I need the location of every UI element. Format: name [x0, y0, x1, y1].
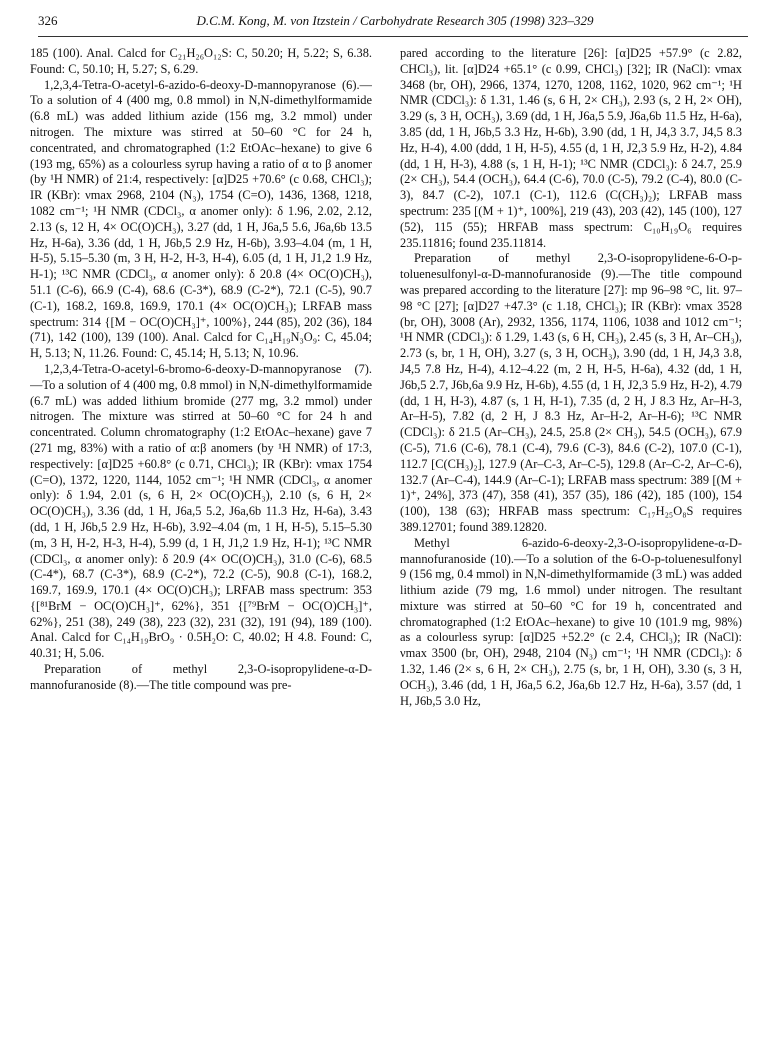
paragraph: Methyl 6-azido-6-deoxy-2,3-O-isopropylidene-α-D-mannofuranoside (10).—To a solution of the 6-O-p-toluenesulfonyl 9 (156 mg, 0.4 mmol) in N,N-dimethylformamide (3 mL) was added lithium azide (79 mg, 1.6 mmol) under nitrogen. The resultant mixture was stirred at 50–60 °C for 19 h, concentrated and chromatographed (1:2 EtOAc–hexane) to give 10 (101.9 mg, 98%) as a colourless syrup: [α]D25 +52.2° (c 2.4, CHCl₃); IR (NaCl): νmax 3500 (br, OH), 2948, 2104 (N₃) cm⁻¹; ¹H NMR (CDCl₃): δ 1.32, 1.46 (2× s, 6 H, 2× CH₃), 2.75 (s, br, 1 H, OH), 3.30 (s, 3 H, OCH₃), 3.46 (dd, 1 H, J6a,5 6.2, J6a,6b 12.7 Hz, H-6a), 3.57 (dd, 1 H, J6b,5 3.0 Hz,: [400, 535, 742, 708]
paragraph: pared according to the literature [26]: [α]D25 +57.9° (c 2.82, CHCl₃), lit. [α]D24 +65.1° (c 0.99, CHCl₃) [32]; IR (NaCl): νmax 3468 (br, OH), 2966, 1374, 1270, 1208, 1162, 1020, 962 cm⁻¹; ¹H NMR (CDCl₃): δ 1.31, 1.46 (s, 6 H, 2× CH₃), 2.93 (s, 2 H, 2× OH), 3.29 (s, 3 H, OCH₃), 3.69 (dd, 1 H, J6a,5 5.9, J6a,6b 11.5 Hz, H-6a), 3.85 (dd, 1 H, J6b,5 3.3 Hz, H-6b), 3.90 (dd, 1 H, J4,3 3.7, J4,5 8.3 Hz, H-4), 4.00 (ddd, 1 H, H-5), 4.55 (d, 1 H, J2,3 5.9 Hz, H-2), 4.84 (dd, 1 H, H-3), 4.88 (s, 1 H, H-1); ¹³C NMR (CDCl₃): δ 24.7, 25.9 (2× CH₃), 54.4 (OCH₃), 64.4 (C-6), 70.0 (C-5), 79.2 (C-4), 80.0 (C-3), 84.7 (C-2), 107.1 (C-1), 112.6 (C(CH₃)₂); LRFAB mass spectrum: 235 [(M + 1)⁺, 100%], 219 (43), 203 (42), 145 (100), 127 (52), 115 (55); HRFAB mass spectrum: C₁₀H₁₉O₆ requires 235.11816; found 235.11814.: [400, 46, 742, 250]
paragraph: 185 (100). Anal. Calcd for C₂₁H₂₆O₁₂S: C, 50.20; H, 5.22; S, 6.38. Found: C, 50.10; H, 5.27; S, 6.29.: [30, 46, 372, 76]
page-number: 326: [38, 13, 58, 28]
paragraph: Preparation of methyl 2,3-O-isopropylidene-α-D-mannofuranoside (8).—The title compound was pre-: [30, 662, 372, 692]
running-title: D.C.M. Kong, M. von Itzstein / Carbohydrate Research 305 (1998) 323–329: [196, 13, 594, 28]
header-rule: [38, 36, 748, 37]
left-column: [30, 46, 372, 1046]
paragraph: Preparation of methyl 2,3-O-isopropylidene-6-O-p-toluenesulfonyl-α-D-mannofuranoside (9).—The title compound was prepared according to the literature [27]: mp 96–98 °C, lit. 97–98 °C [27]; [α]D27 +47.3° (c 1.18, CHCl₃); IR (KBr): νmax 3528 (br, OH), 3008 (Ar), 2932, 1356, 1174, 1106, 1038 and 1012 cm⁻¹; ¹H NMR (CDCl₃): δ 1.29, 1.43 (s, 6 H, CH₃), 2.45 (s, 3 H, Ar–CH₃), 2.73 (s, br, 1 H, OH), 3.27 (s, 3 H, OCH₃), 3.90 (dd, 1 H, J4,3 3.8, J4,5 7.8 Hz, H-4), 4.12–4.22 (m, 2 H, H-5, H-6a), 4.32 (dd, 1 H, J6b,5 2.7, J6b,6a 9.9 Hz, H-6b), 4.55 (d, 1 H, J2,3 5.9 Hz, H-2), 4.79 (dd, 1 H, H-3), 4.87 (s, 1 H, H-1), 7.35 (d, 2 H, J 8.3 Hz, Ar–H-3, Ar–H-5), 7.82 (d, 2 H, J 8.3 Hz, Ar–H-2, Ar–H-6); ¹³C NMR (CDCl₃): δ 21.5 (Ar–CH₃), 24.5, 25.8 (2× CH₃), 54.5 (OCH₃), 67.9 (C-5), 71.6 (C-6), 78.1 (C-4), 79.6 (C-3), 84.6 (C-2), 107.0 (C-1), 112.7 [C(CH₃)₂], 127.9 (Ar–C-3, Ar–C-5), 129.8 (Ar–C-2, Ar–C-6), 132.7 (Ar–C-4), 144.9 (Ar–C-1); LRFAB mass spectrum: 389 [(M + 1)⁺, 24%], 373 (47), 358 (41), 357 (35), 186 (42), 185 (100), 154 (100), 138 (63); HRFAB mass spectrum: C₁₇H₂₅O₈S requires 389.12701; found 389.12820.: [400, 251, 742, 534]
paragraph: 1,2,3,4-Tetra-O-acetyl-6-bromo-6-deoxy-D-mannopyranose (7).—To a solution of 4 (400 mg, 0.8 mmol) in N,N-dimethylformamide (6.7 mL) was added lithium bromide (277 mg, 3.2 mmol) under nitrogen. The mixture was stirred at 50–60 °C for 24 h and concentrated. Column chromatography (1:2 EtOAc–hexane) gave 7 (271 mg, 83%) with a ratio of α:β anomers (by ¹H NMR) of 17:3, respectively: [α]D25 +60.8° (c 0.71, CHCl₃); IR (KBr): νmax 1754 (C=O), 1372, 1220, 1144, 1052 cm⁻¹; ¹H NMR (CDCl₃, α anomer only): δ 1.94, 2.01 (s, 6 H, 2× OC(O)CH₃), 2.10 (s, 6 H, 2× OC(O)CH₃), 3.36 (dd, 1 H, J6a,5 5.2, J6a,6b 11.3 Hz, H-6a), 3.43 (dd, 1 H, J6b,5 2.9 Hz, H-6b), 3.92–4.04 (m, 1 H, H-5), 5.15–5.30 (m, 3 H, H-2, H-3, H-4), 5.99 (d, 1 H, J1,2 1.9 Hz, H-1); ¹³C NMR (CDCl₃, α anomer only): δ 20.9 (4× OC(O)CH₃), 31.0 (C-6), 68.5 (C-4*), 68.7 (C-3*), 68.9 (C-2*), 72.2 (C-5), 90.8 (C-1), 168.2, 169.7, 169.9, 170.1 (4× OC(O)CH₃); LRFAB mass spectrum: 353 {[⁸¹BrM − OC(O)CH₃]⁺, 62%}, 351 {[⁷⁹BrM − OC(O)CH₃]⁺, 62%}, 251 (38), 249 (38), 223 (32), 231 (32), 191 (94), 189 (100). Anal. Calcd for C₁₄H₁₉BrO₉ · 0.5H₂O: C, 40.02; H 4.8. Found: C, 40.31; H, 5.06.: [30, 361, 372, 661]
right-column: [400, 46, 742, 1046]
page-header: [38, 10, 752, 32]
paragraph: 1,2,3,4-Tetra-O-acetyl-6-azido-6-deoxy-D-mannopyranose (6).—To a solution of 4 (400 mg, 0.8 mmol) in N,N-dimethylformamide (6.8 mL) was added lithium azide (156 mg, 3.2 mmol) under nitrogen. The mixture was stirred at 50–60 °C for 24 h, concentrated, and chromatographed (1:2 EtOAc–hexane) to give 6 (193 mg, 65%) as a colourless syrup having a ratio of α to β anomer (by ¹H NMR) of 21:4, respectively: [α]D25 +70.6° (c 0.68, CHCl₃); IR (KBr): νmax 2968, 2104 (N₃), 1754 (C=O), 1436, 1368, 1218, 1082 cm⁻¹; ¹H NMR (CDCl₃, α anomer only): δ 1.96, 2.02, 2.12, 2.13 (s, 12 H, 4× OC(O)CH₃), 3.27 (dd, 1 H, J6a,5 5.6, J6a,6b 13.5 Hz, H-6a), 3.36 (dd, 1 H, J6b,5 2.9 Hz, H-6b), 3.93–4.04 (m, 1 H, H-5), 5.15–5.30 (m, 3 H, H-2, H-3, H-4), 6.05 (d, 1 H, J1,2 1.9 Hz, H-1); ¹³C NMR (CDCl₃, α anomer only): δ 20.8 (4× OC(O)CH₃), 51.1 (C-6), 66.9 (C-4), 68.6 (C-3*), 68.9 (C-2*), 72.1 (C-5), 90.7 (C-1), 168.2, 169.8, 169.9, 170.1 (4× OC(O)CH₃); LRFAB mass spectrum: 314 {[M − OC(O)CH₃]⁺, 100%}, 244 (85), 202 (36), 184 (71), 142 (100), 139 (100). Anal. Calcd for C₁₄H₁₉N₃O₉: C, 45.04; H, 5.13; N, 11.26. Found: C, 45.14; H, 5.13; N, 10.96.: [30, 77, 372, 361]
